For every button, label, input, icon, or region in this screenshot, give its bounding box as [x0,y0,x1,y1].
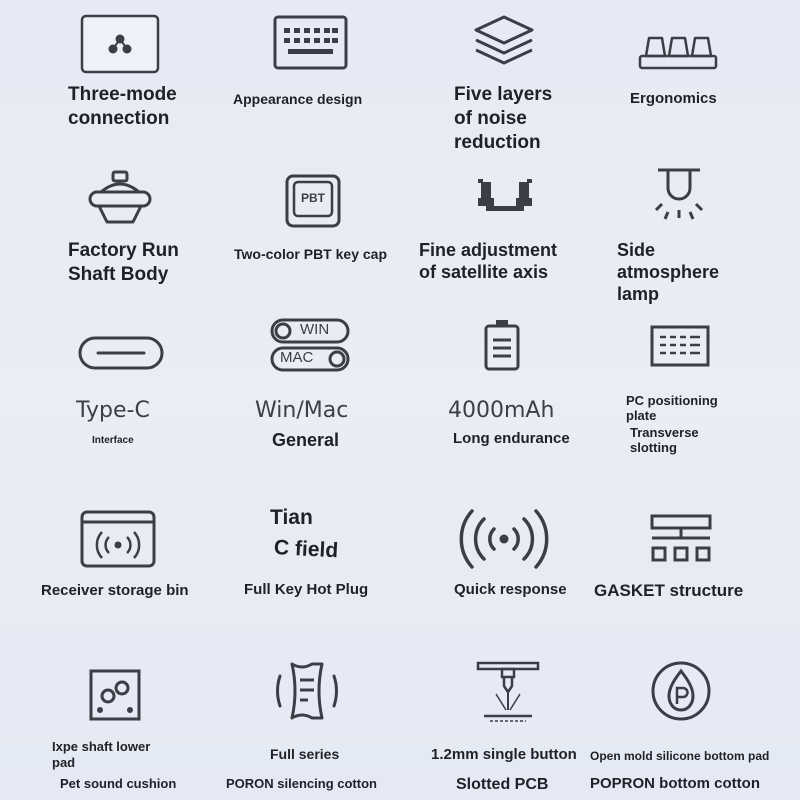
tian-text: Tian [270,506,313,529]
ixpe-pad-icon [88,668,142,722]
feature-title: Type-C [76,398,150,423]
keyboard-icon [273,15,348,70]
feature-subtitle: General [272,430,340,450]
switch-shaft-icon [87,170,153,228]
feature-label-line: Side [617,240,656,260]
feature-label-line: Open mold silicone bottom pad [590,749,770,763]
toggle-label-mac: MAC [280,349,314,366]
feature-label-line: POPRON bottom cotton [590,775,760,792]
feature-title: 4000mAh [448,398,555,423]
feature-label-line: Transverse [630,425,699,440]
feature-label-line: of noise [454,108,527,129]
three-mode-connection-icon [80,14,160,74]
feature-title: Win/Mac [255,398,349,423]
feature-label-line: plate [626,408,657,423]
feature-label-line: Slotted PCB [456,776,549,793]
feature-label-line: Pet sound cushion [60,776,177,791]
receiver-bin-icon [80,510,156,568]
feature-label-line: connection [68,108,170,129]
layers-icon [472,14,536,72]
feature-label-line: Full Key Hot Plug [244,581,369,598]
feature-subtitle: Interface [92,435,134,446]
slotted-pcb-icon [476,660,540,724]
feature-label-line: PC positioning [626,393,718,408]
signal-waves-icon [458,508,550,570]
feature-label-line: lamp [617,284,660,304]
win-mac-toggle-icon [270,318,350,372]
keycaps-icon [638,34,718,70]
feature-label-line: PORON silencing cotton [226,776,377,791]
feature-label-line: Five layers [454,84,553,105]
feature-label-line: pad [52,755,76,770]
feature-label-line: Two-color PBT key cap [234,246,387,262]
side-lamp-icon [648,166,710,226]
feature-label-line: reduction [454,132,541,153]
silencing-cotton-icon [272,660,342,722]
silicone-pad-icon [650,660,712,722]
pbt-text: PBT [301,191,325,205]
feature-label-line: Factory Run [68,240,179,261]
feature-label-line: Fine adjustment [419,240,558,260]
feature-label-line: atmosphere [617,262,720,282]
feature-label-line: of satellite axis [419,262,549,282]
feature-label-line: Quick response [454,581,567,598]
feature-subtitle: Long endurance [453,430,570,447]
feature-label-line: Full series [270,746,340,762]
type-c-port-icon [78,336,164,370]
feature-label-line: Ixpe shaft lower [52,739,151,754]
gasket-structure-icon [650,514,712,566]
pbt-keycap-icon [285,174,341,228]
feature-label-line: GASKET structure [594,581,744,600]
pc-plate-icon [650,325,710,367]
c-field-text: C field [273,536,339,563]
feature-label-line: Ergonomics [630,90,717,107]
toggle-label-win: WIN [300,321,330,338]
feature-label-line: 1.2mm single button [431,746,577,763]
feature-label-line: Three-mode [68,84,177,105]
feature-label-line: slotting [630,440,677,455]
feature-label-line: Shaft Body [68,264,169,285]
battery-icon [483,318,521,372]
satellite-axis-icon [476,178,534,218]
feature-label-line: Receiver storage bin [41,582,189,599]
feature-label-line: Appearance design [233,91,363,107]
